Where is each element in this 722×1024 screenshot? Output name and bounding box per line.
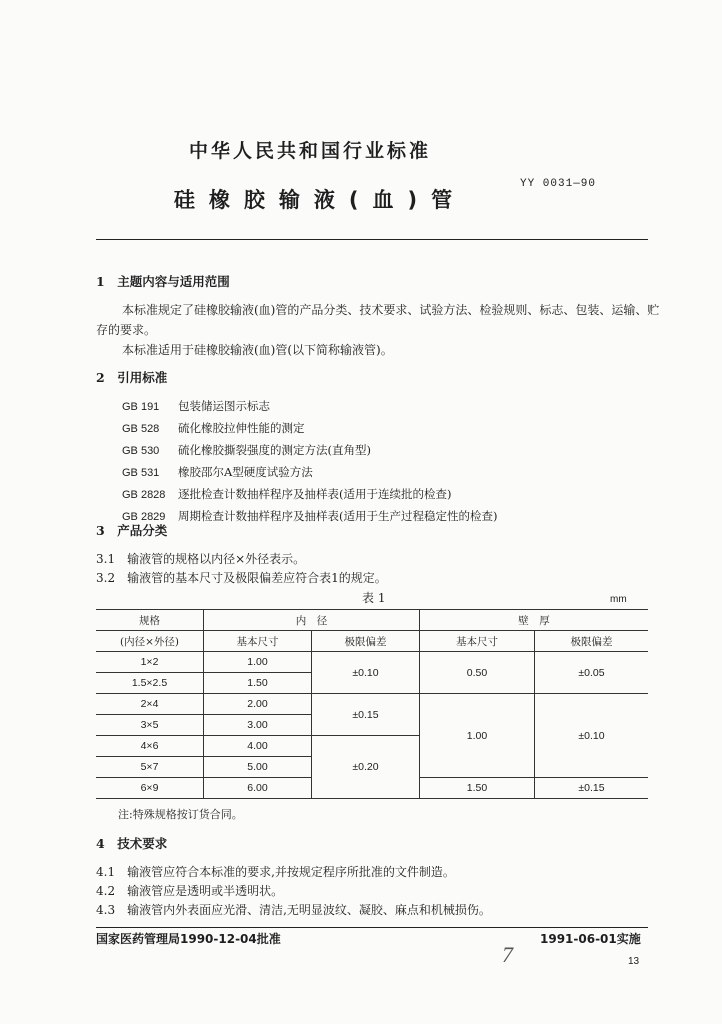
- section-4-item-3: 4.3 输液管内外表面应光滑、清洁,无明显波纹、凝胶、麻点和机械损伤。: [96, 903, 491, 917]
- inner-basic-cell: 6.00: [204, 778, 312, 799]
- section-3-item-1: 3.1 输液管的规格以内径×外径表示。: [96, 552, 306, 566]
- reference-item: [122, 396, 497, 418]
- table-row: [96, 694, 648, 715]
- inner-tolerance-cell: ±0.10: [312, 652, 420, 694]
- table-header-wall-thickness: 壁 厚: [420, 610, 649, 631]
- reference-title: 硫化橡胶拉伸性能的测定: [178, 421, 305, 435]
- standard-category-title: 中华人民共和国行业标准: [188, 140, 431, 162]
- inner-tolerance-cell: ±0.15: [312, 694, 420, 736]
- table-header-wall-tolerance: 极限偏差: [535, 631, 649, 652]
- inner-basic-cell: 5.00: [204, 757, 312, 778]
- reference-item: [122, 484, 497, 506]
- table-header-inner-diameter: 内 径: [204, 610, 420, 631]
- section-4-item-1: 4.1 输液管应符合本标准的要求,并按规定程序所批准的文件制造。: [96, 865, 455, 879]
- section-1-para1-line1: 本标准规定了硅橡胶输液(血)管的产品分类、技术要求、试验方法、检验规则、标志、包装、运输、贮: [122, 303, 660, 317]
- reference-title: 包装储运图示标志: [178, 399, 270, 413]
- inner-basic-cell: 3.00: [204, 715, 312, 736]
- reference-code: GB 530: [122, 445, 160, 457]
- section-3-heading: 3 产品分类: [96, 523, 168, 538]
- reference-title: 橡胶邵尔A型硬度试验方法: [178, 465, 313, 479]
- reference-item: [122, 418, 497, 440]
- inner-basic-cell: 4.00: [204, 736, 312, 757]
- wall-tolerance-cell: ±0.10: [535, 694, 649, 778]
- section-1-para1-line2: 存的要求。: [96, 323, 157, 337]
- reference-list: [122, 396, 497, 528]
- table-caption: 表 1: [362, 591, 386, 605]
- dimension-table: [96, 609, 648, 799]
- reference-code: GB 2829: [122, 511, 166, 523]
- wall-basic-cell: 0.50: [420, 652, 535, 694]
- table-header-wall-basic: 基本尺寸: [420, 631, 535, 652]
- reference-code: GB 528: [122, 423, 160, 435]
- section-1-para2: 本标准适用于硅橡胶输液(血)管(以下简称输液管)。: [122, 343, 393, 357]
- spec-cell: 2×4: [96, 694, 204, 715]
- reference-title: 逐批检查计数抽样程序及抽样表(适用于连续批的检查): [178, 487, 452, 501]
- reference-code: GB 191: [122, 401, 160, 413]
- inner-tolerance-cell: ±0.20: [312, 736, 420, 799]
- section-2-heading: 2 引用标准: [96, 370, 168, 385]
- spec-cell: 5×7: [96, 757, 204, 778]
- reference-code: GB 2828: [122, 489, 166, 501]
- spec-cell: 3×5: [96, 715, 204, 736]
- page-number: 13: [628, 956, 640, 967]
- approval-date: 国家医药管理局1990-12-04批准: [96, 932, 281, 946]
- reference-item: [122, 462, 497, 484]
- table-unit: mm: [610, 594, 627, 605]
- handwritten-mark: 7: [502, 942, 513, 967]
- reference-code: GB 531: [122, 467, 160, 479]
- wall-tolerance-cell: ±0.05: [535, 652, 649, 694]
- standard-code: YY 0031—90: [520, 178, 597, 190]
- spec-cell: 1.5×2.5: [96, 673, 204, 694]
- inner-basic-cell: 2.00: [204, 694, 312, 715]
- spec-cell: 4×6: [96, 736, 204, 757]
- section-4-heading: 4 技术要求: [96, 836, 168, 851]
- effective-date: 1991-06-01实施: [540, 932, 641, 946]
- spec-cell: 1×2: [96, 652, 204, 673]
- document-title: 硅橡胶输液(血)管: [173, 188, 467, 212]
- wall-basic-cell: 1.50: [420, 778, 535, 799]
- inner-basic-cell: 1.00: [204, 652, 312, 673]
- footer-rule: [96, 927, 648, 928]
- table-header-inner-basic: 基本尺寸: [204, 631, 312, 652]
- wall-basic-cell: 1.00: [420, 694, 535, 778]
- table-header-spec-sub: (内径×外径): [96, 631, 204, 652]
- table-header-spec: 规格: [96, 610, 204, 631]
- reference-item: [122, 440, 497, 462]
- table-note: 注:特殊规格按订货合同。: [118, 808, 243, 821]
- reference-item: [122, 506, 497, 528]
- spec-cell: 6×9: [96, 778, 204, 799]
- section-4-item-2: 4.2 输液管应是透明或半透明状。: [96, 884, 284, 898]
- wall-tolerance-cell: ±0.15: [535, 778, 649, 799]
- table-header-inner-tolerance: 极限偏差: [312, 631, 420, 652]
- section-1-heading: 1 主题内容与适用范围: [96, 274, 230, 289]
- inner-basic-cell: 1.50: [204, 673, 312, 694]
- table-row: [96, 652, 648, 673]
- reference-title: 硫化橡胶撕裂强度的测定方法(直角型): [178, 443, 371, 457]
- header-rule: [96, 239, 648, 240]
- reference-title: 周期检查计数抽样程序及抽样表(适用于生产过程稳定性的检查): [178, 509, 498, 523]
- section-3-item-2: 3.2 输液管的基本尺寸及极限偏差应符合表1的规定。: [96, 571, 387, 585]
